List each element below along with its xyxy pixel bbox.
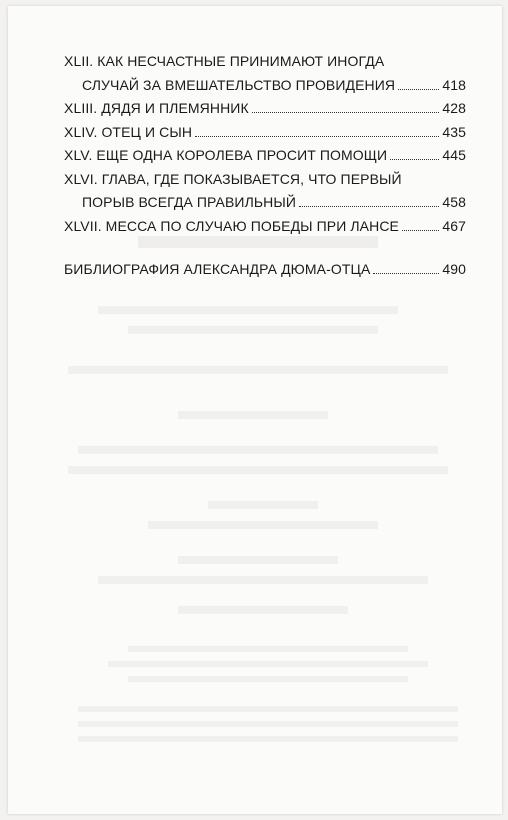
dot-leader [390,159,439,160]
dot-leader [195,136,439,137]
toc-entry-xliv[interactable] [64,121,466,145]
dot-leader [373,273,439,274]
toc-entry-title-line: БИБЛИОГРАФИЯ АЛЕКСАНДРА ДЮМА-ОТЦА [64,261,371,277]
book-page [8,6,502,814]
toc-entry-bibliography[interactable] [64,258,466,282]
toc-page-number: 418 [442,76,466,93]
toc-entry-xlv[interactable] [64,144,466,168]
toc-entry-title-line: XLIII. ДЯДЯ И ПЛЕМЯННИК [64,100,249,116]
dot-leader [252,112,440,113]
toc-page-number: 490 [442,261,466,277]
toc-page-number: 458 [442,194,466,210]
dot-leader [402,230,439,231]
toc-entry-title-line: XLV. ЕЩЕ ОДНА КОРОЛЕВА ПРОСИТ ПОМОЩИ [64,147,388,163]
toc-page-number: 445 [442,147,466,163]
section-gap [64,238,466,258]
dot-leader [299,206,439,207]
dot-leader [398,89,439,90]
toc-entry-xlii[interactable] [64,50,466,97]
toc-entry-title-line: СЛУЧАЙ ЗА ВМЕШАТЕЛЬСТВО ПРОВИДЕНИЯ [82,76,396,93]
toc-page-number: 428 [442,100,466,116]
toc-entry-xlvii[interactable] [64,215,466,239]
toc-entry-title-line: XLVII. МЕССА ПО СЛУЧАЮ ПОБЕДЫ ПРИ ЛАНСЕ [64,217,399,234]
toc-page-number: 435 [442,123,466,140]
toc-entry-title-line: XLII. КАК НЕСЧАСТНЫЕ ПРИНИМАЮТ ИНОГДА [64,53,385,69]
toc-entry-xlvi[interactable] [64,168,466,215]
table-of-contents [64,50,466,282]
toc-entry-xliii[interactable] [64,97,466,121]
toc-entry-title-line: XLVI. ГЛАВА, ГДЕ ПОКАЗЫВАЕТСЯ, ЧТО ПЕРВЫЙ [64,170,402,187]
toc-page-number: 467 [442,217,466,234]
toc-entry-title-line: XLIV. ОТЕЦ И СЫН [64,123,193,140]
toc-entry-title-line: ПОРЫВ ВСЕГДА ПРАВИЛЬНЫЙ [82,194,297,210]
